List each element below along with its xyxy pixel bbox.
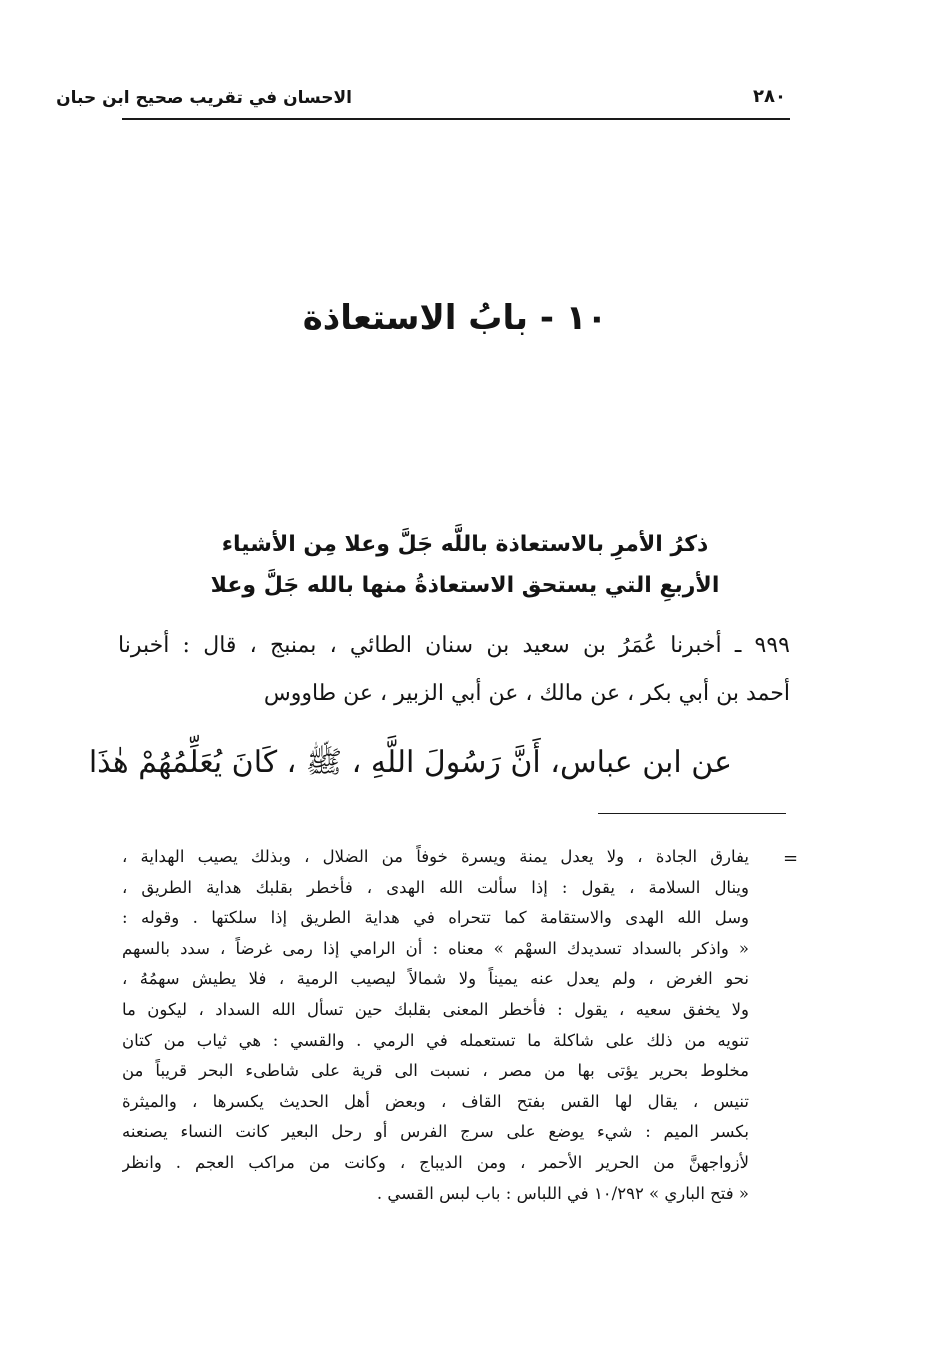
footnote-line: وسل الله الهدى والاستقامة كما تتحراه في هداية الطريق إذا سلكتها . وقوله : [122,908,749,928]
footnote-line: « واذكر بالسداد تسديدك السهْم » معناه : أن الرامي إذا رمى غرضاً ، سدد بالسهم [122,938,749,958]
section-heading-line: ذكرُ الأمرِ بالاستعاذة باللَّه جَلَّ وعلا مِن الأشياء [221,532,709,557]
page-number: ٢٨٠ [753,86,786,107]
section-heading [150,524,780,606]
footnote [122,842,749,1209]
footnote-line: لأزواجهنَّ من الحرير الأحمر ، ومن الديباج ، وكانت من مراكب العجم . وانظر [122,1152,749,1172]
section-heading-line: الأربعِ التي يستحق الاستعاذةُ منها بالله جَلَّ وعلا [210,573,720,598]
hadith-isnad [118,622,790,718]
isnad-line: ٩٩٩ ـ أخبرنا عُمَرُ بن سعيد بن سنان الطائي ، بمنبج ، قال : أخبرنا [118,633,790,658]
footnote-line: وينال السلامة ، يقول : إذا سألت الله الهدى ، فأخطر بقلبك هداية الطريق ، [122,877,749,897]
isnad-line: أحمد بن أبي بكر ، عن مالك ، عن أبي الزبير ، عن طاووس [263,681,790,706]
footnote-line: بكسر الميم : شيء يوضع على سرج الفرس أو رحل البعير كانت النساء يصنعنه [122,1122,749,1142]
footnote-line: « فتح الباري » ١٠/٢٩٢ في اللباس : باب لبس القسي . [376,1183,749,1203]
running-title: الاحسان في تقريب صحيح ابن حبان [56,88,352,108]
footnote-line: نحو الغرض ، ولم يعدل عنه يميناً ولا شمالاً ليصيب الرمية ، فلا يطيش سهمُهُ ، [122,969,749,989]
footnote-continuation-mark: = [783,848,799,869]
footnote-line: تنويه من ذلك على شاكلة ما تستعمله في الرمي . والقسي : هي ثياب من كتان [122,1030,749,1050]
footnote-line: ولا يخفق سعيه ، يقول : فأخطر المعنى بقلبك حين تسأل الله السداد ، ليكون ما [122,999,749,1019]
chapter-title: ١٠ - بابُ الاستعاذة [302,298,608,338]
hadith-matn: عن ابن عباس، أَنَّ رَسُولَ اللَّهِ ، ﷺ ، كَانَ يُعَلِّمُهُمْ هٰذَا [88,745,732,780]
footnote-line: مخلوط بحرير يؤتى بها من مصر ، نسبت الى قرية على شاطىء البحر قريباً من [122,1061,749,1081]
footnote-separator [598,813,786,814]
footnote-line: تنيس ، يقال لها القس بفتح القاف ، وبعض أهل الحديث يكسرها ، والميثرة [122,1091,749,1111]
running-header [56,82,790,120]
footnote-line: يفارق الجادة ، ولا يعدل يمنة ويسرة خوفاً من الضلال ، وبذلك يصيب الهداية ، [122,847,749,866]
